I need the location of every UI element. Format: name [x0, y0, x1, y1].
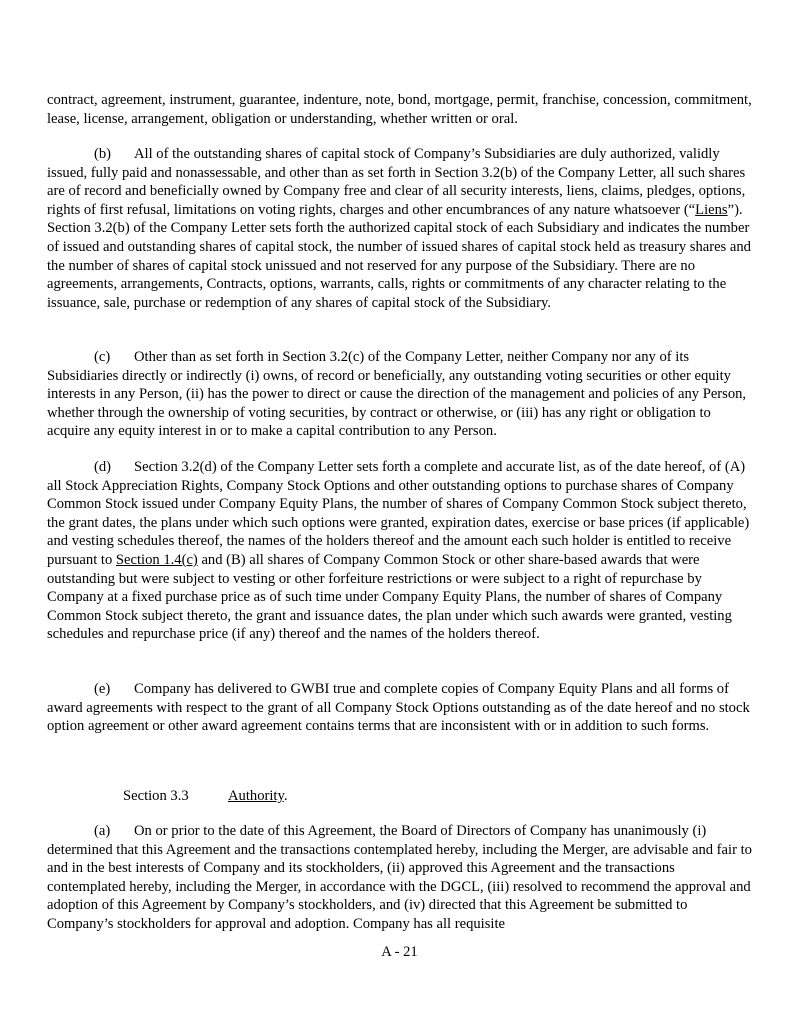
section-title-punct: . — [283, 788, 288, 804]
paragraph-c-text: Other than as set forth in Section 3.2(c) of the Company Letter, neither Company nor any of its Subsidiaries directly or indirectly (i) owns, of record or beneficially, any outstanding voting securities or other equity interests in any Person, (ii) has the power to direct or cause the direction of the management and policies of any Person, whether through the ownership of voting securities, by contract or otherwise, or (iii) has any right or obligation to acquire any equity interest in or to make a capital contribution to any Person. — [47, 349, 747, 440]
paragraph-e-label: (e) — [94, 681, 111, 697]
paragraph-d-text-1: Section 3.2(d) of the Company Letter sets forth a complete and accurate list, as of the date hereof, of (A) all Stock Appreciation Rights, Company Stock Options and other outstanding options to purchase shares of Company Common Stock issued under Company Equity Plans, the number of shares of Company Common Stock subject thereto, the grant dates, the plans under which such options were granted, expiration dates, exercise or base prices (if applicable) and vesting schedules thereof, the names of the holders thereof and the amount each such holder is entitled to receive pursuant to — [47, 459, 750, 568]
section-reference-link[interactable]: Section 1.4(c) — [115, 551, 198, 568]
paragraph-c — [47, 348, 753, 441]
section-number: Section 3.3 — [123, 788, 189, 804]
paragraph-b-label: (b) — [94, 146, 112, 162]
paragraph-continuation-text: contract, agreement, instrument, guarantee, indenture, note, bond, mortgage, permit, franchise, concession, commitment, lease, license, arrangement, obligation or understanding, whether written or oral. — [47, 92, 752, 127]
section-title: Authority — [228, 788, 284, 804]
paragraph-d-label: (d) — [94, 459, 112, 475]
paragraph-c-label: (c) — [94, 349, 111, 365]
defined-term-liens: Liens — [695, 201, 728, 218]
paragraph-a-text: On or prior to the date of this Agreement, the Board of Directors of Company has unanimously (i) determined that this Agreement and the transactions contemplated hereby, including the Merger, are advisable and fair to and in the best interests of Company and its stockholders, (ii) approved this Agreement and the transactions contemplated hereby, including the Merger, in accordance with the DGCL, (iii) resolved to recommend the approval and adoption of this Agreement by Company’s stockholders, and (iv) directed that this Agreement be submitted to Company’s stockholders for approval and adoption. Company has all requisite — [47, 823, 752, 932]
paragraph-a — [47, 822, 753, 934]
paragraph-b-text-2: ”). Section 3.2(b) of the Company Letter sets forth the authorized capital stock of each Subsidiary and indicates the number of issued and outstanding shares of capital stock, the number of issued shares of capital stock held as treasury shares and the number of shares of capital stock unissued and not reserved for any purpose of the Subsidiary. There are no agreements, arrangements, Contracts, options, warrants, calls, rights or commitments of any character relating to the issuance, sale, purchase or redemption of any shares of capital stock of the Subsidiary. — [47, 201, 751, 311]
paragraph-continuation — [47, 91, 753, 128]
page-number: A - 21 — [381, 944, 418, 960]
paragraph-b-text-1: All of the outstanding shares of capital stock of Company’s Subsidiaries are duly authorized, validly issued, fully paid and nonassessable, and other than as set forth in Section 3.2(b) of the Company Letter, all such shares are of record and beneficially owned by Company free and clear of all security interests, liens, claims, pledges, options, rights of first refusal, limitations on voting rights, charges and other encumbrances of any nature whatsoever (“ — [47, 146, 746, 218]
paragraph-a-label: (a) — [94, 823, 111, 839]
paragraph-e — [47, 680, 753, 736]
paragraph-e-text: Company has delivered to GWBI true and complete copies of Company Equity Plans and all forms of award agreements with respect to the grant of all Company Stock Options outstanding as of the date hereof and no stock option agreement or other award agreement contains terms that are inconsistent with or in addition to such forms. — [47, 681, 750, 735]
paragraph-d — [47, 458, 753, 644]
section-heading — [123, 787, 287, 806]
paragraph-b — [47, 145, 753, 312]
paragraph-d-text-2: and (B) all shares of Company Common Stock or other share-based awards that were outstanding but were subject to vesting or other forfeiture restrictions or were subject to a right of repurchase by Company at a fixed purchase price as of such time under Company Equity Plans, the number of shares of Company Common Stock subject thereto, the grant and issuance dates, the plan under which such awards were granted, vesting schedules and repurchase price (if any) thereof and the names of the holders thereof. — [47, 551, 732, 643]
